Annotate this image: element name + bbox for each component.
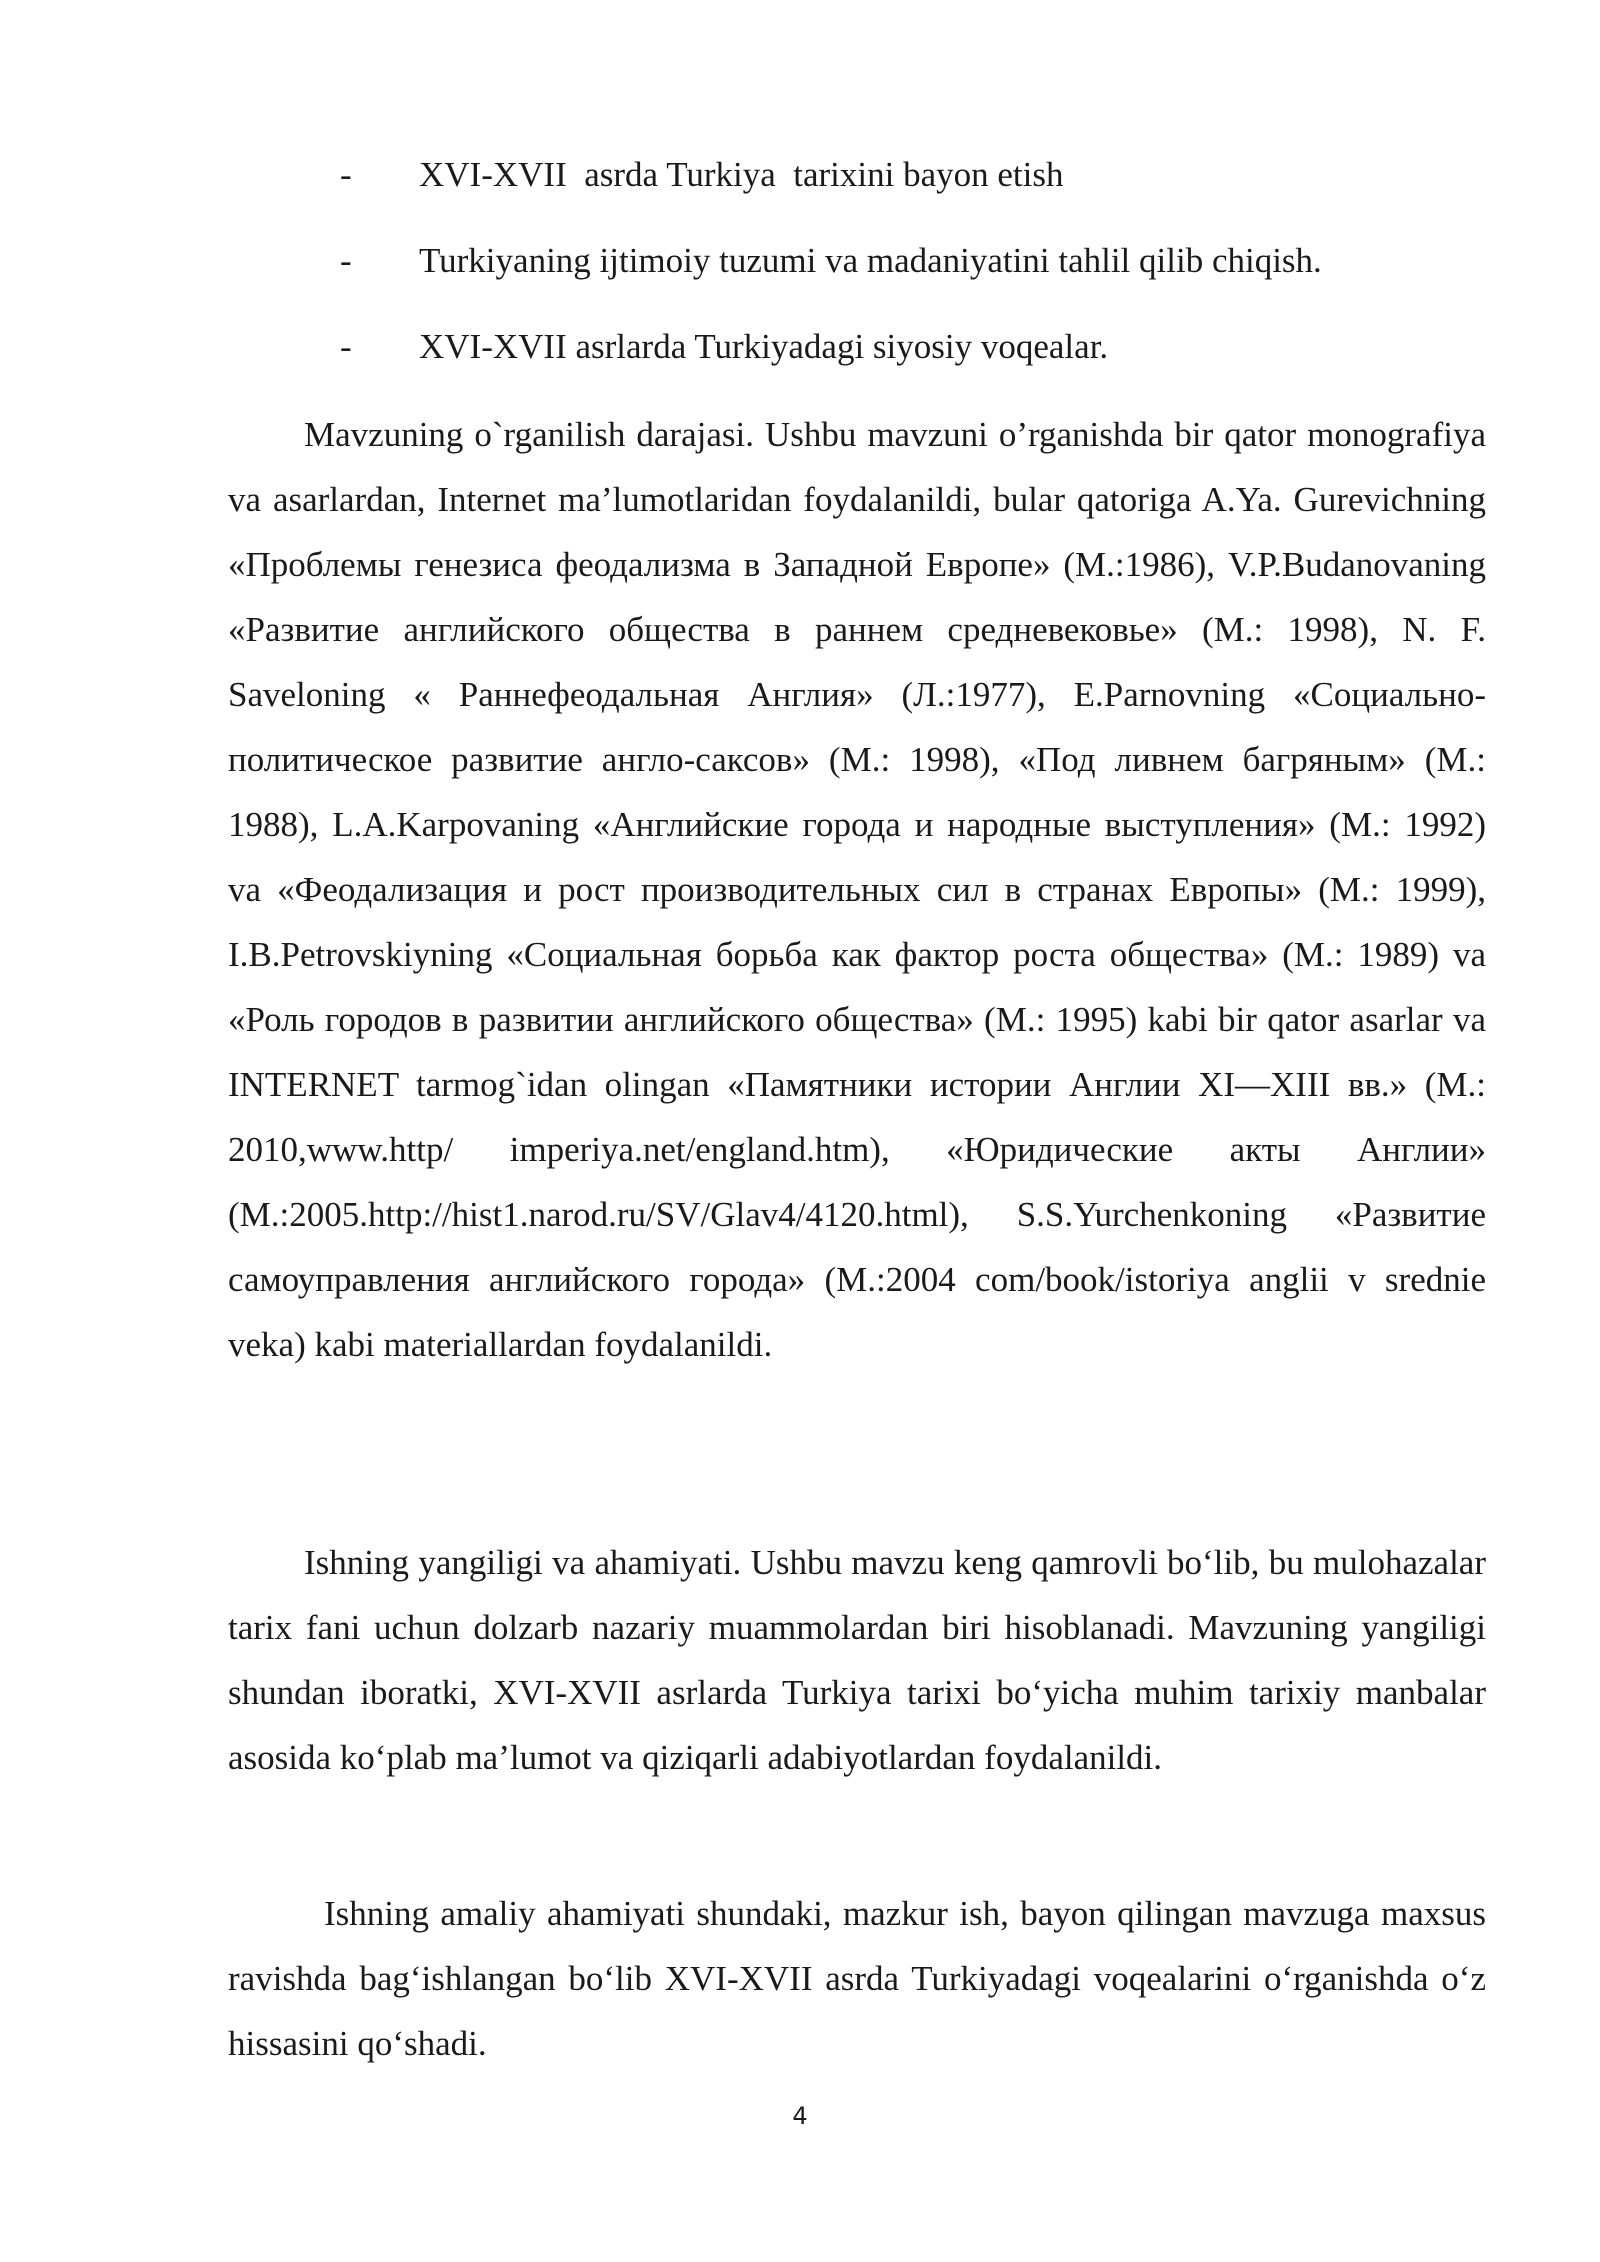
objectives-list [340, 142, 1490, 400]
list-item [340, 142, 1490, 228]
study-level-paragraph: Mavzuning o`rganilish darajasi. Ushbu mavzuni o’rganishda bir qator monografiya va asarlardan, Internet ma’lumotlaridan foydalanildi, bular qatoriga A.Ya. Gurevichning «Проблемы генезиса феодализма в Западной Европе» (M.:1986), V.P.Budanovaning «Развитие английского общества в раннем средневековье» (M.: 1998), N. F. Saveloning « Раннефеодальная Англия» (Л.:1977), E.Parnovning «Социально-политическое развитие англо-саксов» (M.: 1998), «Под ливнем багряным» (M.: 1988), L.A.Karpovaning «Английские города и народные выступления» (M.: 1992) va «Феодализация и рост производительных сил в странах Европы» (M.: 1999), I.B.Petrovskiyning «Социальная борьба как фактор роста общества» (M.: 1989) va «Роль городов в развитии английского общества» (M.: 1995) kabi bir qator asarlar va INTERNET tarmog`idan olingan «Памятники истории Англии XI—XIII вв.» (M.: 2010,www.http/ imperiya.net/england.htm), «Юридические акты Англии» (M.:2005.http://hist1.narod.ru/SV/Glav4/4120.html), S.S.Yurchenkoning «Развитие самоуправления английского города» (M.:2004 com/book/istoriya anglii v srednie veka) kabi materiallardan foydalanildi. [228, 415, 1486, 1364]
bullet-marker: - [340, 241, 352, 280]
page-number: 4 [792, 2102, 808, 2130]
list-item-text: XVI-XVII asrda Turkiya tarixini bayon etish [419, 155, 1064, 194]
bullet-marker: - [340, 155, 352, 194]
novelty-paragraph: Ishning yangiligi va ahamiyati. Ushbu mavzu keng qamrovli bo‘lib, bu mulohazalar tarix fani uchun dolzarb nazariy muammolardan biri hisoblanadi. Mavzuning yangiligi shundan iboratki, XVI-XVII asrlarda Turkiya tarixi bo‘yicha muhim tarixiy manbalar asosida ko‘plab ma’lumot va qiziqarli adabiyotlardan foydalanildi. [228, 1543, 1486, 1777]
practical-significance-paragraph: Ishning amaliy ahamiyati shundaki, mazkur ish, bayon qilingan mavzuga maxsus ravishda bag‘ishlangan bo‘lib XVI-XVII asrda Turkiyadagi voqealarini o‘rganishda o‘z hissasini qo‘shadi. [228, 1894, 1486, 2063]
bullet-marker: - [340, 327, 352, 366]
list-item-text: XVI-XVII asrlarda Turkiyadagi siyosiy voqealar. [419, 327, 1109, 366]
list-item [340, 228, 1490, 314]
list-item [340, 314, 1490, 400]
list-item-text: Turkiyaning ijtimoiy tuzumi va madaniyatini tahlil qilib chiqish. [419, 241, 1322, 280]
